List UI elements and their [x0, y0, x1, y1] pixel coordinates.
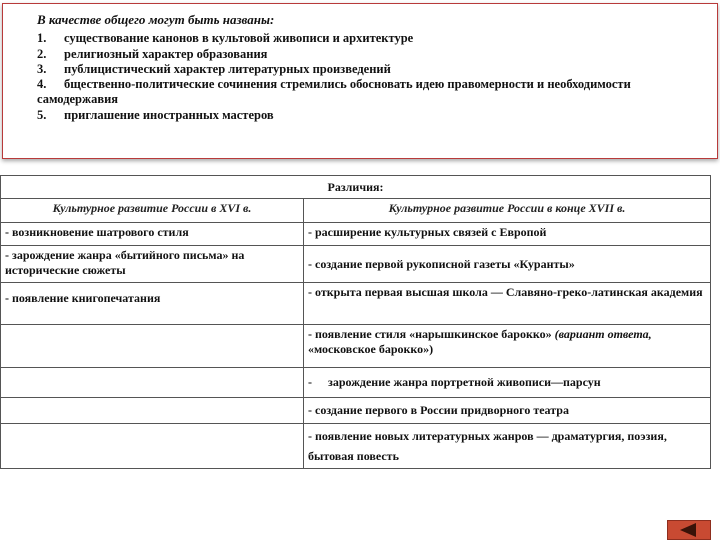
common-features-box	[2, 3, 718, 159]
table-cell: - появление новых литературных жанров — драматургия, поэзия, бытовая повесть	[304, 424, 711, 469]
table-cell: - расширение культурных связей с Европой	[304, 223, 711, 246]
common-features-title: В качестве общего могут быть названы:	[37, 12, 275, 27]
common-item-5: 5. приглашение иностранных мастеров	[37, 107, 274, 122]
common-item-4: 4. бщественно-политические сочинения стремились обосновать идею правомерности и необходимости	[37, 77, 631, 92]
common-item-1: 1. существование канонов в культовой живописи и архитектуре	[37, 31, 414, 46]
col-header-xvii: Культурное развитие России в конце XVII в.	[304, 199, 711, 223]
table-cell: - создание первого в России придворного театра	[304, 398, 711, 424]
differences-table	[0, 175, 711, 469]
left-arrow-icon	[668, 521, 710, 539]
table-cell: - появление стиля «нарышкинское барокко» (вариант ответа, «московское барокко»)	[304, 325, 711, 368]
table-cell: - зарождение жанра «бытийного письма» на исторические сюжеты	[1, 246, 304, 283]
table-cell: - зарождение жанра портретной живописи—парсун	[304, 368, 711, 398]
table-cell: - открыта первая высшая школа — Славяно-греко-латинская академия	[304, 283, 711, 325]
differences-title: Различия:	[1, 176, 711, 199]
table-cell	[1, 424, 304, 469]
common-item-3: 3. публицистический характер литературных произведений	[37, 61, 391, 76]
table-cell	[1, 325, 304, 368]
common-item-2: 2. религиозный характер образования	[37, 46, 268, 61]
table-cell	[1, 398, 304, 424]
common-item-4-continuation: самодержавия	[37, 92, 119, 107]
table-cell: - создание первой рукописной газеты «Куранты»	[304, 246, 711, 283]
table-cell: - появление книгопечатания	[1, 283, 304, 325]
back-button[interactable]	[667, 520, 711, 540]
table-cell	[1, 368, 304, 398]
col-header-xvi: Культурное развитие России в XVI в.	[1, 199, 304, 223]
table-cell: - возникновение шатрового стиля	[1, 223, 304, 246]
